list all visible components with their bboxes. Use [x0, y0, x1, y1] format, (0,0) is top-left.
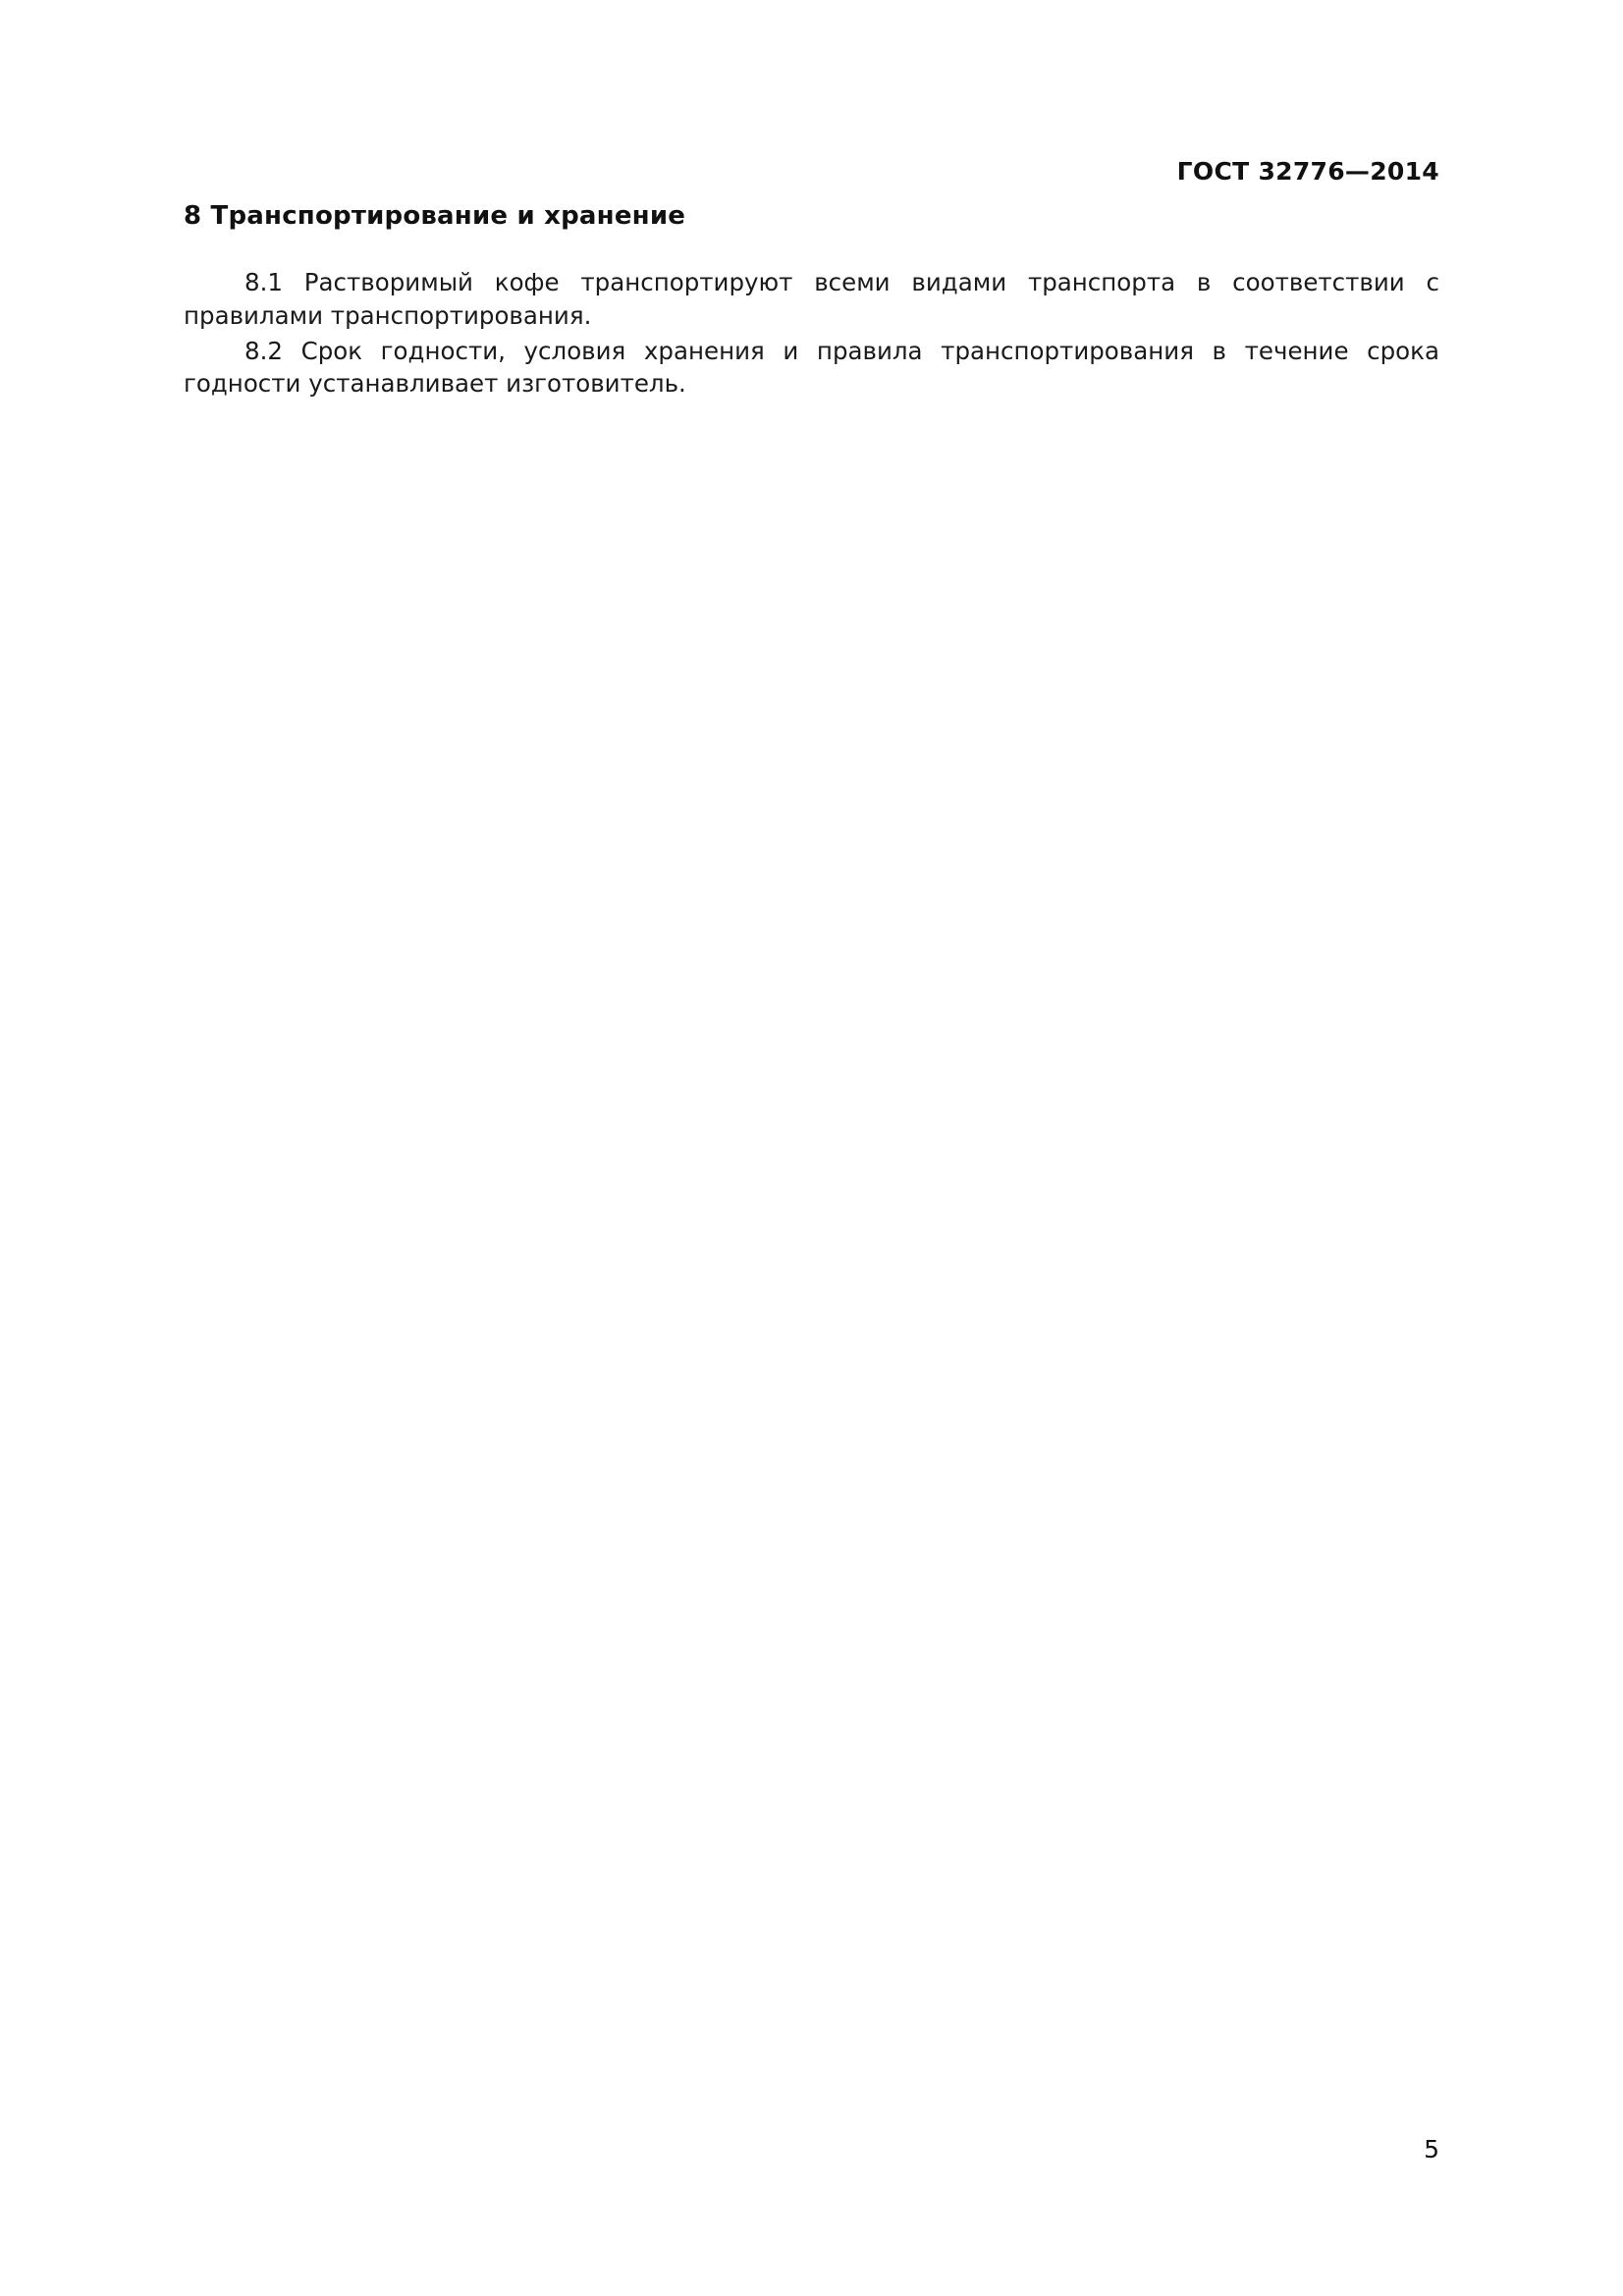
- page-content: [184, 201, 1439, 400]
- page-header-standard-number: ГОСТ 32776—2014: [1176, 157, 1439, 186]
- page-number: 5: [1424, 2135, 1439, 2163]
- paragraph-8-2: 8.2 Срок годности, условия хранения и правила транспортирования в течение срока годности устанавливает изготовитель.: [184, 336, 1439, 399]
- section-heading: 8 Транспортирование и хранение: [184, 201, 686, 231]
- paragraph-8-1: 8.1 Растворимый кофе транспортируют всеми видами транспорта в соответствии с правилами транспортирования.: [184, 268, 1439, 330]
